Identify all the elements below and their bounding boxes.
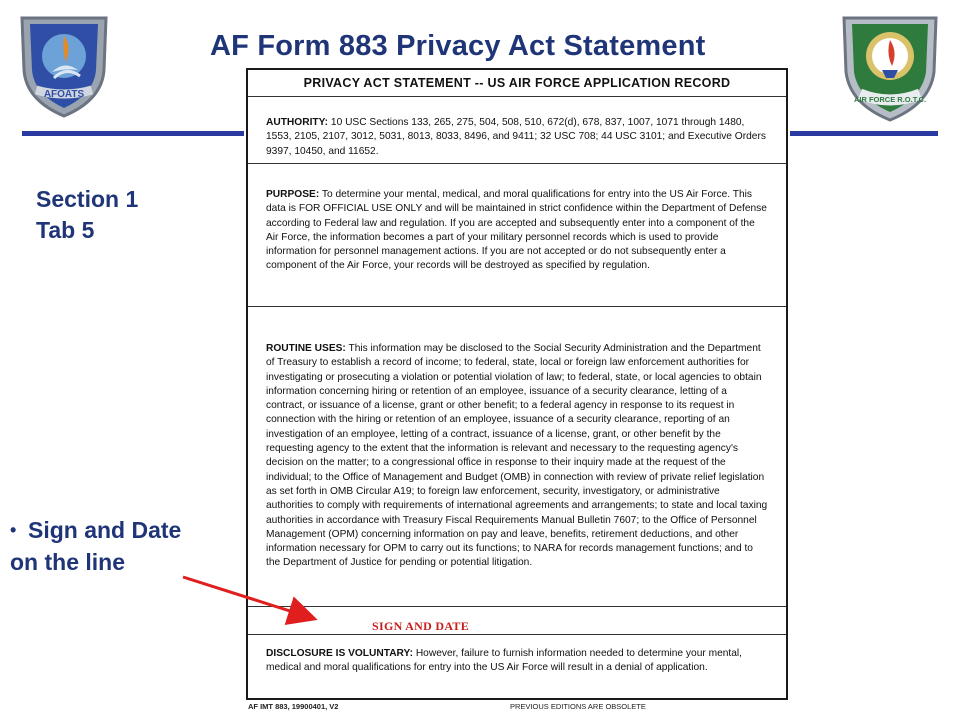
routine-uses-label: ROUTINE USES: [266, 343, 346, 354]
authority-label: AUTHORITY: [266, 117, 329, 128]
routine-uses-text: This information may be disclosed to the Social Security Administration and the Department of Treasury to establish a record of income; to federal, state, local or foreign law enforcement authorities for investigating or prosecuting a violation or potential violation of law; to federal, state, or local agencies to obtain information concerning hiring or retention of an employee, issuance of a security clearance, letting of a contract, or issuance of a license, grant or other benefit; to a federal agency in response to its request in connection with the hiring or retention of an employee, issuance of a security clearance, reporting of an investigation of an employee, letting of a contract, issuance of a license, grant, or other benefit by the requesting agency to the extent that the information is relevant and necessary to the requesting agency's decision on the matter; to a congressional office in response to their inquiry made at the request of the individual; to the Office of Management and Budget (OMB) in connection with review of private relief legislation as set forth in OMB Circular A19; to foreign law enforcement, security, investigatory, or administrative authorities to comply with requirements of international agreements and arrangements; to state and local taxing authorities in accordance with Treasury Fiscal Requirements Manual Bulletin 7607; to the Office of Personnel Management (OPM) concerning information on pay and leave, benefits, retirement deductions, and other information necessary for OPM to carry out its functions; to NARA for records management functions; and to the Department of Justice for pending or potential litigation. [266, 343, 768, 569]
disclosure-label: DISCLOSURE IS VOLUNTARY: [266, 648, 413, 659]
form-footer-note: PREVIOUS EDITIONS ARE OBSOLETE [510, 702, 646, 711]
sign-and-date-label: SIGN AND DATE [372, 619, 470, 633]
form-footer-id: AF IMT 883, 19900401, V2 [248, 702, 339, 711]
afoats-logo [14, 12, 114, 125]
privacy-act-form [246, 68, 788, 700]
instruction-line-2: on the line [10, 549, 125, 575]
instruction-text [10, 514, 181, 578]
signature-line[interactable] [248, 607, 786, 635]
section-label [36, 184, 138, 246]
disclosure-section [248, 635, 786, 702]
afrotc-logo [836, 12, 944, 129]
instruction-line-1: Sign and Date [28, 517, 182, 543]
section-number: Section 1 [36, 186, 139, 212]
authority-text: 10 USC Sections 133, 265, 275, 504, 508, 510, 672(d), 678, 837, 1007, 1071 through 1480, 1553, 2105, 2107, 3012, 5031, 8013, 8033, 8496, and 9411; 32 USC 708; 44 USC 3101; and Executive Orders 9397, 10450, and 11652. [266, 117, 766, 157]
routine-uses-section [248, 307, 786, 607]
purpose-label: PURPOSE: [266, 189, 320, 200]
tab-number: Tab 5 [36, 217, 95, 243]
authority-section [248, 96, 786, 164]
title-underline-left [22, 131, 244, 136]
purpose-text: To determine your mental, medical, and moral qualifications for entry into the US Air Force. This data is FOR OFFICIAL USE ONLY and will be maintained in strict confidence within the Department of Defense according to Federal law and regulation. If you are accepted and subsequently enter into a component of the Air Force, the information becomes a part of your military personnel records which is used to provide information for personnel management actions. If you are not accepted or do not subsequently enter a component of the Air Force, your records will be destroyed as specified by regulation. [266, 189, 767, 272]
form-header: PRIVACY ACT STATEMENT -- US AIR FORCE APPLICATION RECORD [248, 70, 786, 97]
page-title: AF Form 883 Privacy Act Statement [210, 30, 706, 62]
bullet-icon: • [10, 520, 17, 540]
afoats-logo-text: AFOATS [43, 89, 85, 100]
purpose-section [248, 164, 786, 307]
title-underline-right [790, 131, 938, 136]
disclosure-text: However, failure to furnish information needed to determine your mental, medical and moral qualifications for entry into the US Air Force will result in a denial of application. [266, 648, 742, 674]
afrotc-logo-text: AIR FORCE R.O.T.C. [853, 95, 927, 104]
